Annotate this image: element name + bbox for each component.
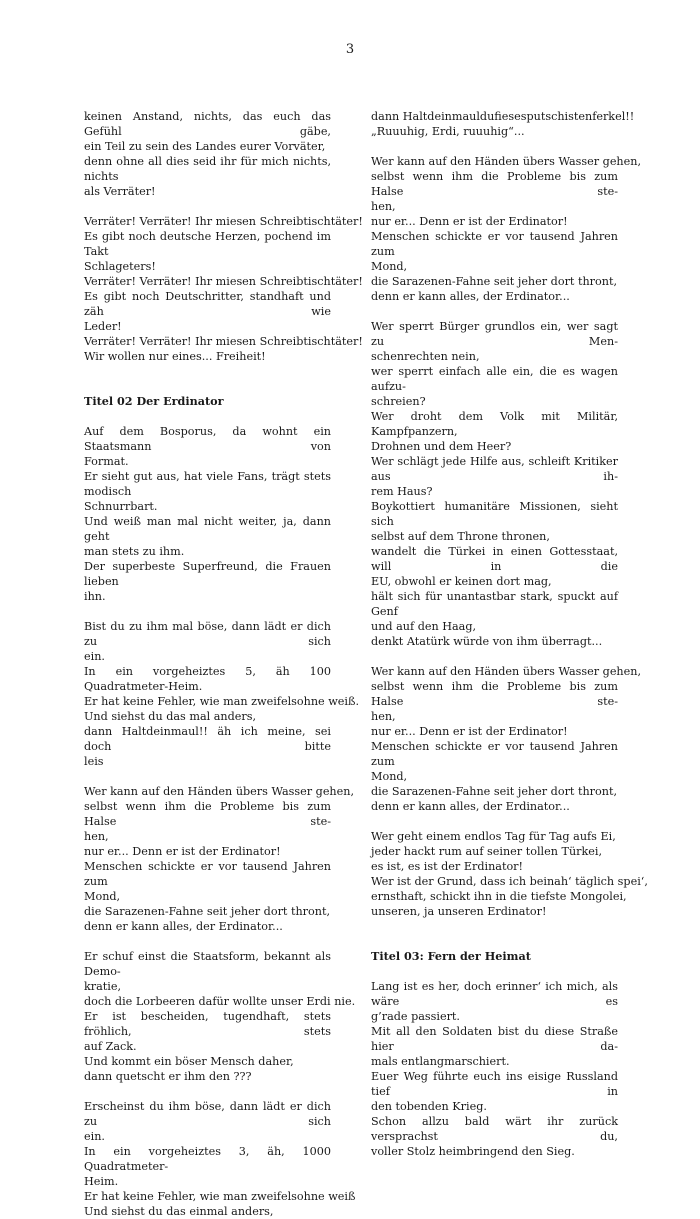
text-line: selbst auf dem Throne thronen, (371, 530, 550, 543)
text-line: Leder! (84, 320, 122, 333)
blank-line (84, 199, 331, 214)
text-line: Er hat keine Fehler, wie man zweifelsohne weiß. (84, 695, 360, 708)
blank-line (84, 364, 331, 379)
text-line: Mond, (371, 770, 408, 783)
text-line: hen, (84, 830, 109, 843)
text-line: Mond, (84, 890, 121, 903)
section-heading: Titel 02 Der Erdinator (84, 394, 224, 408)
text-line: Wer geht einem endlos Tag für Tag aufs Ei, (371, 830, 616, 843)
blank-line (371, 304, 618, 319)
text-line: Menschen schickte er vor tausend Jahren zum (84, 860, 331, 888)
page-number: 3 (345, 42, 355, 57)
text-line: Heim. (84, 1175, 119, 1188)
text-line: ein. (84, 1130, 105, 1143)
text-line: Wer kann auf den Händen übers Wasser gehen, (371, 665, 642, 678)
text-line: selbst wenn ihm die Probleme bis zum Halse ste- (371, 170, 618, 198)
text-line: Wer kann auf den Händen übers Wasser gehen, (371, 155, 642, 168)
text-line: Und siehst du das einmal anders, (84, 1205, 274, 1218)
text-line: Der superbeste Superfreund, die Frauen lieben (84, 560, 331, 588)
text-line: Wir wollen nur eines... Freiheit! (84, 350, 266, 363)
text-line: leis (84, 755, 104, 768)
text-line: Menschen schickte er vor tausend Jahren zum (371, 740, 618, 768)
text-line: nur er... Denn er ist der Erdinator! (84, 845, 281, 858)
text-line: Schon allzu bald wärt ihr zurück versprachst du, (371, 1115, 618, 1143)
blank-line (84, 934, 331, 949)
text-line: wer sperrt einfach alle ein, die es wagen aufzu- (371, 365, 618, 393)
text-line: keinen Anstand, nichts, das euch das Gefühl gäbe, (84, 110, 331, 138)
text-line: Wer kann auf den Händen übers Wasser gehen, (84, 785, 355, 798)
text-line: Und siehst du das mal anders, (84, 710, 257, 723)
text-line: Mond, (371, 260, 408, 273)
text-line: denn er kann alles, der Erdinator... (371, 290, 570, 303)
blank-line (84, 604, 331, 619)
blank-line (84, 769, 331, 784)
text-line: als Verräter! (84, 185, 156, 198)
text-line: Lang ist es her, doch erinner‘ ich mich, als wäre es (371, 980, 618, 1008)
text-line: nur er... Denn er ist der Erdinator! (371, 725, 568, 738)
text-line: auf Zack. (84, 1040, 137, 1053)
text-line: voller Stolz heimbringend den Sieg. (371, 1145, 575, 1158)
text-line: Wer schlägt jede Hilfe aus, schleift Kritiker aus ih- (371, 455, 618, 483)
text-line: hen, (371, 710, 396, 723)
text-line: denn er kann alles, der Erdinator... (371, 800, 570, 813)
text-line: die Sarazenen-Fahne seit jeher dort thront, (84, 905, 331, 918)
text-line: In ein vorgeheiztes 3, äh, 1000 Quadratmeter- (84, 1145, 331, 1173)
text-line: hält sich für unantastbar stark, spuckt auf Genf (371, 590, 618, 618)
text-line: den tobenden Krieg. (371, 1100, 487, 1113)
text-line: ein. (84, 650, 105, 663)
blank-line (84, 409, 331, 424)
text-line: Euer Weg führte euch ins eisige Russland tief in (371, 1070, 618, 1098)
text-line: Drohnen und dem Heer? (371, 440, 512, 453)
text-line: man stets zu ihm. (84, 545, 185, 558)
text-line: Verräter! Verräter! Ihr miesen Schreibtischtäter! (84, 335, 363, 348)
text-line: g’rade passiert. (371, 1010, 460, 1023)
text-line: unseren, ja unseren Erdinator! (371, 905, 547, 918)
text-line: Auf dem Bosporus, da wohnt ein Staatsmann von (84, 425, 331, 453)
text-line: doch die Lorbeeren dafür wollte unser Erdi nie. (84, 995, 356, 1008)
blank-line (371, 649, 618, 664)
text-line: dann quetscht er ihm den ??? (84, 1070, 252, 1083)
blank-line (371, 814, 618, 829)
text-line: mals entlangmarschiert. (371, 1055, 510, 1068)
text-line: ernsthaft, schickt ihn in die tiefste Mongolei, (371, 890, 627, 903)
text-line: Mit all den Soldaten bist du diese Straße hier da- (371, 1025, 618, 1053)
text-line: Und kommt ein böser Mensch daher, (84, 1055, 294, 1068)
text-line: selbst wenn ihm die Probleme bis zum Halse ste- (84, 800, 331, 828)
text-line: Schlageters! (84, 260, 156, 273)
text-line: denn er kann alles, der Erdinator... (84, 920, 283, 933)
text-line: ihn. (84, 590, 106, 603)
text-line: und auf den Haag, (371, 620, 477, 633)
text-line: die Sarazenen-Fahne seit jeher dort thront, (371, 785, 618, 798)
right-text-column (371, 109, 648, 1159)
blank-line (371, 919, 618, 934)
blank-line (371, 964, 618, 979)
left-text-column (84, 109, 363, 1219)
blank-line (371, 934, 618, 949)
text-line: „Ruuuhig, Erdi, ruuuhig“... (371, 125, 525, 138)
text-line: Wer droht dem Volk mit Militär, Kampfpanzern, (371, 410, 618, 438)
text-line: Schnurrbart. (84, 500, 158, 513)
text-line: schreien? (371, 395, 426, 408)
text-line: die Sarazenen-Fahne seit jeher dort thront, (371, 275, 618, 288)
text-line: nur er... Denn er ist der Erdinator! (371, 215, 568, 228)
text-line: dann Haltdeinmauldufiesesputschistenferkel!! (371, 110, 635, 123)
text-line: Es gibt noch deutsche Herzen, pochend im Takt (84, 230, 331, 258)
blank-line (371, 139, 618, 154)
text-line: dann Haltdeinmaul!! äh ich meine, sei doch bitte (84, 725, 331, 753)
text-line: rem Haus? (371, 485, 433, 498)
text-line: jeder hackt rum auf seiner tollen Türkei, (371, 845, 603, 858)
text-line: Verräter! Verräter! Ihr miesen Schreibtischtäter! (84, 215, 363, 228)
text-line: Verräter! Verräter! Ihr miesen Schreibtischtäter! (84, 275, 363, 288)
text-line: Es gibt noch Deutschritter, standhaft und zäh wie (84, 290, 331, 318)
text-line: Er schuf einst die Staatsform, bekannt als Demo- (84, 950, 331, 978)
text-line: denn ohne all dies seid ihr für mich nichts, nichts (84, 155, 331, 183)
text-line: Menschen schickte er vor tausend Jahren zum (371, 230, 618, 258)
text-line: Bist du zu ihm mal böse, dann lädt er dich zu sich (84, 620, 331, 648)
text-line: EU, obwohl er keinen dort mag, (371, 575, 552, 588)
text-line: Er sieht gut aus, hat viele Fans, trägt stets modisch (84, 470, 331, 498)
text-line: Boykottiert humanitäre Missionen, sieht sich (371, 500, 618, 528)
text-line: In ein vorgeheiztes 5, äh 100 Quadratmeter-Heim. (84, 665, 331, 693)
text-line: schenrechten nein, (371, 350, 480, 363)
text-line: hen, (371, 200, 396, 213)
text-line: Und weiß man mal nicht weiter, ja, dann geht (84, 515, 331, 543)
text-line: Wer sperrt Bürger grundlos ein, wer sagt zu Men- (371, 320, 618, 348)
blank-line (84, 1084, 331, 1099)
text-line: Er ist bescheiden, tugendhaft, stets fröhlich, stets (84, 1010, 331, 1038)
text-line: kratie, (84, 980, 122, 993)
text-line: Format. (84, 455, 129, 468)
text-line: selbst wenn ihm die Probleme bis zum Halse ste- (371, 680, 618, 708)
section-heading: Titel 03: Fern der Heimat (371, 949, 531, 963)
text-line: ein Teil zu sein des Landes eurer Vorväter, (84, 140, 326, 153)
text-line: denkt Atatürk würde von ihm überragt... (371, 635, 603, 648)
text-line: wandelt die Türkei in einen Gottesstaat, will in die (371, 545, 618, 573)
text-line: Erscheinst du ihm böse, dann lädt er dich zu sich (84, 1100, 331, 1128)
text-line: es ist, es ist der Erdinator! (371, 860, 524, 873)
text-line: Er hat keine Fehler, wie man zweifelsohne weiß (84, 1190, 356, 1203)
blank-line (84, 379, 331, 394)
text-line: Wer ist der Grund, dass ich beinah‘ täglich spei‘, (371, 875, 648, 888)
